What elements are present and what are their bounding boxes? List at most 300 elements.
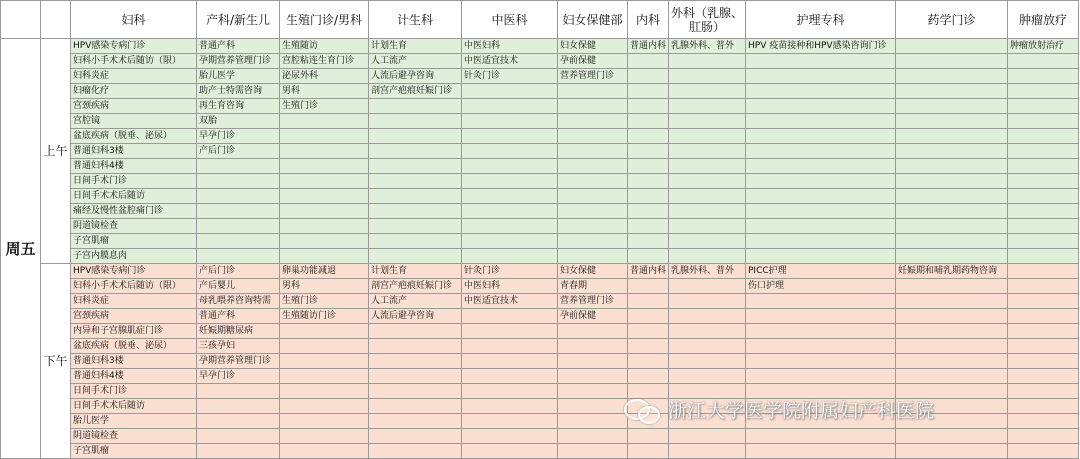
schedule-cell	[1008, 189, 1079, 204]
schedule-cell	[1008, 114, 1079, 129]
schedule-cell: 营养管理门诊	[558, 69, 628, 84]
schedule-cell	[280, 234, 369, 249]
schedule-cell	[369, 144, 462, 159]
schedule-cell	[746, 144, 896, 159]
schedule-cell	[280, 204, 369, 219]
watermark-text: 浙江大学医学院附属妇产科医院	[668, 400, 935, 422]
schedule-cell	[628, 99, 669, 114]
schedule-cell	[746, 444, 896, 459]
schedule-cell	[280, 354, 369, 369]
schedule-cell	[669, 54, 746, 69]
schedule-cell	[669, 129, 746, 144]
schedule-cell	[669, 429, 746, 444]
schedule-cell	[1008, 54, 1079, 69]
schedule-cell	[462, 189, 558, 204]
schedule-cell	[280, 414, 369, 429]
schedule-cell	[462, 369, 558, 384]
col-header: 外科（乳腺、肛肠）	[669, 1, 746, 39]
session-label: 上午	[41, 39, 71, 264]
schedule-cell	[197, 189, 280, 204]
schedule-cell	[1008, 234, 1079, 249]
schedule-cell	[1008, 219, 1079, 234]
session-label: 下午	[41, 264, 71, 459]
schedule-cell	[669, 144, 746, 159]
schedule-cell: 宫腔镜	[71, 114, 197, 129]
schedule-cell: 妊娠期和哺乳期药物咨询	[896, 264, 1008, 279]
schedule-cell	[669, 219, 746, 234]
schedule-cell: 剖宫产疤痕妊娠门诊	[369, 84, 462, 99]
schedule-cell: 男科	[280, 84, 369, 99]
schedule-cell	[628, 174, 669, 189]
schedule-cell	[669, 294, 746, 309]
schedule-row	[1, 429, 1079, 444]
schedule-cell: 日间手术门诊	[71, 174, 197, 189]
schedule-cell	[896, 294, 1008, 309]
schedule-cell	[896, 159, 1008, 174]
col-header: 中医科	[462, 1, 558, 39]
schedule-cell: 普通妇科4楼	[71, 159, 197, 174]
schedule-cell	[746, 54, 896, 69]
schedule-cell	[558, 159, 628, 174]
schedule-cell	[197, 414, 280, 429]
schedule-cell	[669, 84, 746, 99]
schedule-cell	[746, 219, 896, 234]
schedule-cell: HPV感染专病门诊	[71, 39, 197, 54]
schedule-cell: 中医适宜技术	[462, 54, 558, 69]
schedule-cell: 日间手术术后随访	[71, 189, 197, 204]
schedule-cell	[1008, 144, 1079, 159]
schedule-cell	[462, 429, 558, 444]
schedule-cell	[369, 234, 462, 249]
schedule-cell	[669, 369, 746, 384]
schedule-cell	[628, 129, 669, 144]
schedule-cell: 中医适宜技术	[462, 294, 558, 309]
schedule-row	[1, 249, 1079, 264]
schedule-cell	[669, 114, 746, 129]
schedule-cell: 阴道镜检查	[71, 429, 197, 444]
schedule-cell	[369, 249, 462, 264]
schedule-cell	[896, 129, 1008, 144]
schedule-cell: 妇科小手术术后随访（限）	[71, 54, 197, 69]
schedule-cell: 卵巢功能减退	[280, 264, 369, 279]
schedule-cell: 产后婴儿	[197, 279, 280, 294]
schedule-cell: HPV感染专病门诊	[71, 264, 197, 279]
schedule-cell	[628, 399, 669, 414]
schedule-row	[1, 414, 1079, 429]
schedule-cell	[558, 174, 628, 189]
schedule-cell	[896, 39, 1008, 54]
schedule-cell	[280, 144, 369, 159]
schedule-cell	[462, 339, 558, 354]
schedule-cell	[669, 384, 746, 399]
col-header: 护理专科	[746, 1, 896, 39]
schedule-cell	[197, 384, 280, 399]
schedule-cell: 盆底疾病（脱垂、泌尿）	[71, 129, 197, 144]
schedule-cell	[896, 249, 1008, 264]
schedule-cell: 普通内科	[628, 264, 669, 279]
schedule-row	[1, 234, 1079, 249]
schedule-cell	[628, 429, 669, 444]
schedule-cell	[669, 174, 746, 189]
schedule-cell: 生殖随访门诊	[280, 309, 369, 324]
schedule-cell	[558, 399, 628, 414]
schedule-cell: 乳腺外科、普外	[669, 39, 746, 54]
header-row	[1, 1, 1079, 39]
schedule-cell	[280, 129, 369, 144]
schedule-cell	[896, 369, 1008, 384]
schedule-cell	[558, 114, 628, 129]
schedule-cell	[558, 144, 628, 159]
schedule-cell	[669, 189, 746, 204]
schedule-cell	[369, 444, 462, 459]
schedule-row	[1, 309, 1079, 324]
schedule-cell	[280, 159, 369, 174]
schedule-cell: 产后门诊	[197, 144, 280, 159]
schedule-cell: 剖宫产疤痕妊娠门诊	[369, 279, 462, 294]
schedule-cell	[628, 354, 669, 369]
schedule-cell	[558, 369, 628, 384]
schedule-cell	[669, 399, 746, 414]
schedule-cell	[669, 69, 746, 84]
schedule-cell	[197, 249, 280, 264]
schedule-cell	[669, 204, 746, 219]
schedule-cell	[462, 309, 558, 324]
schedule-cell: 子宫肌瘤	[71, 444, 197, 459]
schedule-cell	[1008, 309, 1079, 324]
schedule-cell	[1008, 354, 1079, 369]
schedule-cell	[669, 159, 746, 174]
schedule-cell: 日间手术术后随访	[71, 399, 197, 414]
schedule-cell	[197, 429, 280, 444]
schedule-cell	[746, 369, 896, 384]
corner-cell	[41, 1, 71, 39]
schedule-row	[1, 294, 1079, 309]
schedule-cell	[1008, 444, 1079, 459]
schedule-cell	[462, 414, 558, 429]
schedule-cell	[197, 399, 280, 414]
schedule-cell	[896, 84, 1008, 99]
schedule-cell	[197, 444, 280, 459]
schedule-cell	[628, 444, 669, 459]
schedule-cell	[558, 414, 628, 429]
schedule-cell: 人工流产	[369, 54, 462, 69]
schedule-cell	[558, 234, 628, 249]
schedule-cell	[462, 354, 558, 369]
schedule-row	[1, 144, 1079, 159]
schedule-cell	[1008, 279, 1079, 294]
schedule-cell	[669, 444, 746, 459]
schedule-cell: 早孕门诊	[197, 129, 280, 144]
schedule-cell: 孕前保健	[558, 309, 628, 324]
schedule-cell	[746, 414, 896, 429]
schedule-cell: 双胎	[197, 114, 280, 129]
schedule-cell: 母乳喂养咨询特需	[197, 294, 280, 309]
schedule-cell	[628, 204, 669, 219]
schedule-cell	[280, 399, 369, 414]
schedule-cell: 乳腺外科、普外	[669, 264, 746, 279]
schedule-cell	[369, 129, 462, 144]
schedule-row	[1, 39, 1079, 54]
schedule-cell: 妇科炎症	[71, 294, 197, 309]
schedule-cell: 子宫内膜息肉	[71, 249, 197, 264]
schedule-row	[1, 69, 1079, 84]
schedule-cell: 肿瘤放射治疗	[1008, 39, 1079, 54]
schedule-row	[1, 384, 1079, 399]
schedule-cell	[746, 189, 896, 204]
schedule-cell	[669, 339, 746, 354]
schedule-cell	[746, 324, 896, 339]
schedule-row	[1, 219, 1079, 234]
schedule-cell	[369, 189, 462, 204]
schedule-cell: 针灸门诊	[462, 264, 558, 279]
schedule-cell	[896, 339, 1008, 354]
col-header: 妇女保健部	[558, 1, 628, 39]
schedule-cell: 生殖门诊	[280, 294, 369, 309]
schedule-cell	[369, 399, 462, 414]
schedule-cell	[462, 384, 558, 399]
schedule-cell	[197, 234, 280, 249]
corner-cell	[1, 1, 41, 39]
schedule-cell	[628, 249, 669, 264]
col-header: 产科/新生儿	[197, 1, 280, 39]
schedule-cell	[669, 234, 746, 249]
schedule-cell	[1008, 324, 1079, 339]
schedule-cell	[1008, 174, 1079, 189]
schedule-cell: 妇科小手术术后随访（限）	[71, 279, 197, 294]
schedule-cell	[462, 129, 558, 144]
schedule-cell	[746, 114, 896, 129]
schedule-row	[1, 159, 1079, 174]
schedule-cell: 妊娠期糖尿病	[197, 324, 280, 339]
schedule-row	[1, 99, 1079, 114]
schedule-cell	[896, 204, 1008, 219]
schedule-row	[1, 84, 1079, 99]
schedule-cell: 日间手术门诊	[71, 384, 197, 399]
schedule-cell	[280, 189, 369, 204]
schedule-row	[1, 129, 1079, 144]
schedule-cell	[462, 174, 558, 189]
schedule-cell	[558, 84, 628, 99]
schedule-cell	[896, 189, 1008, 204]
schedule-cell	[746, 354, 896, 369]
schedule-row	[1, 399, 1079, 414]
schedule-cell: 内异和子宫腺肌症门诊	[71, 324, 197, 339]
schedule-cell	[896, 99, 1008, 114]
schedule-cell: 人工流产	[369, 294, 462, 309]
schedule-cell	[462, 399, 558, 414]
schedule-row	[1, 114, 1079, 129]
schedule-cell: 中医妇科	[462, 279, 558, 294]
schedule-cell	[280, 324, 369, 339]
schedule-cell	[1008, 129, 1079, 144]
schedule-cell	[462, 204, 558, 219]
col-header: 计生科	[369, 1, 462, 39]
schedule-cell: 普通内科	[628, 39, 669, 54]
schedule-cell: 妇女保健	[558, 264, 628, 279]
schedule-cell	[462, 444, 558, 459]
schedule-cell	[896, 114, 1008, 129]
schedule-cell: 人流后避孕咨询	[369, 69, 462, 84]
schedule-cell: 普通妇科3楼	[71, 354, 197, 369]
schedule-cell	[746, 429, 896, 444]
schedule-cell	[280, 174, 369, 189]
schedule-cell: 助产士特需咨询	[197, 84, 280, 99]
schedule-cell	[669, 414, 746, 429]
schedule-cell: 中医妇科	[462, 39, 558, 54]
schedule-cell: 三孩孕妇	[197, 339, 280, 354]
schedule-cell	[558, 429, 628, 444]
schedule-cell	[628, 309, 669, 324]
schedule-cell	[746, 99, 896, 114]
schedule-cell	[1008, 429, 1079, 444]
schedule-cell	[1008, 249, 1079, 264]
schedule-cell	[462, 159, 558, 174]
schedule-cell	[669, 354, 746, 369]
schedule-cell: 孕期营养管理门诊	[197, 54, 280, 69]
schedule-cell	[462, 219, 558, 234]
schedule-cell	[280, 429, 369, 444]
schedule-cell	[280, 114, 369, 129]
schedule-cell	[896, 279, 1008, 294]
schedule-cell	[896, 384, 1008, 399]
schedule-cell	[628, 189, 669, 204]
schedule-cell: 普通妇科4楼	[71, 369, 197, 384]
col-header: 妇科	[71, 1, 197, 39]
schedule-cell: 男科	[280, 279, 369, 294]
schedule-cell	[280, 444, 369, 459]
schedule-cell	[1008, 204, 1079, 219]
schedule-cell	[746, 339, 896, 354]
schedule-cell	[197, 204, 280, 219]
schedule-row	[1, 324, 1079, 339]
schedule-cell	[369, 369, 462, 384]
schedule-cell: 妇瘤化疗	[71, 84, 197, 99]
schedule-cell	[896, 444, 1008, 459]
schedule-cell	[462, 324, 558, 339]
schedule-cell	[369, 159, 462, 174]
schedule-cell	[558, 354, 628, 369]
schedule-cell	[896, 324, 1008, 339]
schedule-cell	[558, 444, 628, 459]
schedule-cell	[280, 369, 369, 384]
schedule-cell	[1008, 264, 1079, 279]
schedule-cell	[669, 249, 746, 264]
schedule-cell	[746, 204, 896, 219]
schedule-cell	[628, 324, 669, 339]
schedule-cell	[1008, 99, 1079, 114]
schedule-cell	[896, 234, 1008, 249]
schedule-row	[1, 354, 1079, 369]
schedule-cell	[369, 324, 462, 339]
schedule-cell	[1008, 399, 1079, 414]
schedule-row	[1, 264, 1079, 279]
schedule-cell	[628, 339, 669, 354]
schedule-cell	[746, 69, 896, 84]
schedule-cell	[558, 204, 628, 219]
schedule-cell	[558, 249, 628, 264]
schedule-cell: 胎儿医学	[197, 69, 280, 84]
schedule-cell	[896, 174, 1008, 189]
schedule-cell	[1008, 414, 1079, 429]
schedule-cell	[369, 354, 462, 369]
schedule-cell	[669, 279, 746, 294]
schedule-cell	[746, 384, 896, 399]
schedule-cell: 计划生育	[369, 264, 462, 279]
schedule-cell	[369, 219, 462, 234]
schedule-cell	[628, 54, 669, 69]
schedule-cell	[628, 144, 669, 159]
schedule-cell: 痛经及慢性盆腔痛门诊	[71, 204, 197, 219]
schedule-cell	[1008, 384, 1079, 399]
schedule-cell	[628, 279, 669, 294]
day-label: 周五	[1, 39, 41, 459]
schedule-row	[1, 189, 1079, 204]
schedule-cell	[558, 219, 628, 234]
schedule-cell	[280, 384, 369, 399]
schedule-cell	[896, 69, 1008, 84]
schedule-cell: 计划生育	[369, 39, 462, 54]
schedule-cell	[1008, 294, 1079, 309]
schedule-cell	[280, 339, 369, 354]
schedule-cell: 宫腔粘连生育门诊	[280, 54, 369, 69]
schedule-cell	[746, 159, 896, 174]
schedule-cell	[669, 309, 746, 324]
schedule-cell	[369, 384, 462, 399]
schedule-cell	[628, 384, 669, 399]
schedule-cell	[462, 249, 558, 264]
schedule-cell	[746, 129, 896, 144]
schedule-row	[1, 279, 1079, 294]
schedule-cell: 伤口护理	[746, 279, 896, 294]
schedule-cell	[369, 429, 462, 444]
schedule-cell: 胎儿医学	[71, 414, 197, 429]
schedule-cell: 宫颈疾病	[71, 99, 197, 114]
schedule-cell	[628, 414, 669, 429]
schedule-cell	[462, 99, 558, 114]
schedule-cell	[896, 429, 1008, 444]
schedule-cell	[628, 234, 669, 249]
schedule-cell	[558, 324, 628, 339]
schedule-row	[1, 174, 1079, 189]
schedule-cell: 针灸门诊	[462, 69, 558, 84]
schedule-cell	[558, 189, 628, 204]
schedule-cell: 普通产科	[197, 309, 280, 324]
schedule-cell: 妇科炎症	[71, 69, 197, 84]
schedule-cell	[1008, 339, 1079, 354]
schedule-cell	[669, 324, 746, 339]
schedule-cell: 早孕门诊	[197, 369, 280, 384]
schedule-cell	[746, 399, 896, 414]
schedule-cell: 宫颈疾病	[71, 309, 197, 324]
schedule-cell: 孕前保健	[558, 54, 628, 69]
schedule-cell: HPV 疫苗接种和HPV感染咨询门诊	[746, 39, 896, 54]
schedule-cell	[746, 234, 896, 249]
schedule-cell	[896, 354, 1008, 369]
schedule-row	[1, 54, 1079, 69]
schedule-cell: 产后门诊	[197, 264, 280, 279]
schedule-cell	[369, 99, 462, 114]
schedule-cell	[462, 234, 558, 249]
schedule-cell	[628, 159, 669, 174]
col-header: 肿瘤放疗	[1008, 1, 1079, 39]
schedule-cell	[896, 399, 1008, 414]
schedule-cell	[746, 249, 896, 264]
schedule-cell	[369, 174, 462, 189]
schedule-cell: 青春期	[558, 279, 628, 294]
schedule-cell	[746, 174, 896, 189]
schedule-cell	[628, 84, 669, 99]
schedule-cell	[628, 219, 669, 234]
